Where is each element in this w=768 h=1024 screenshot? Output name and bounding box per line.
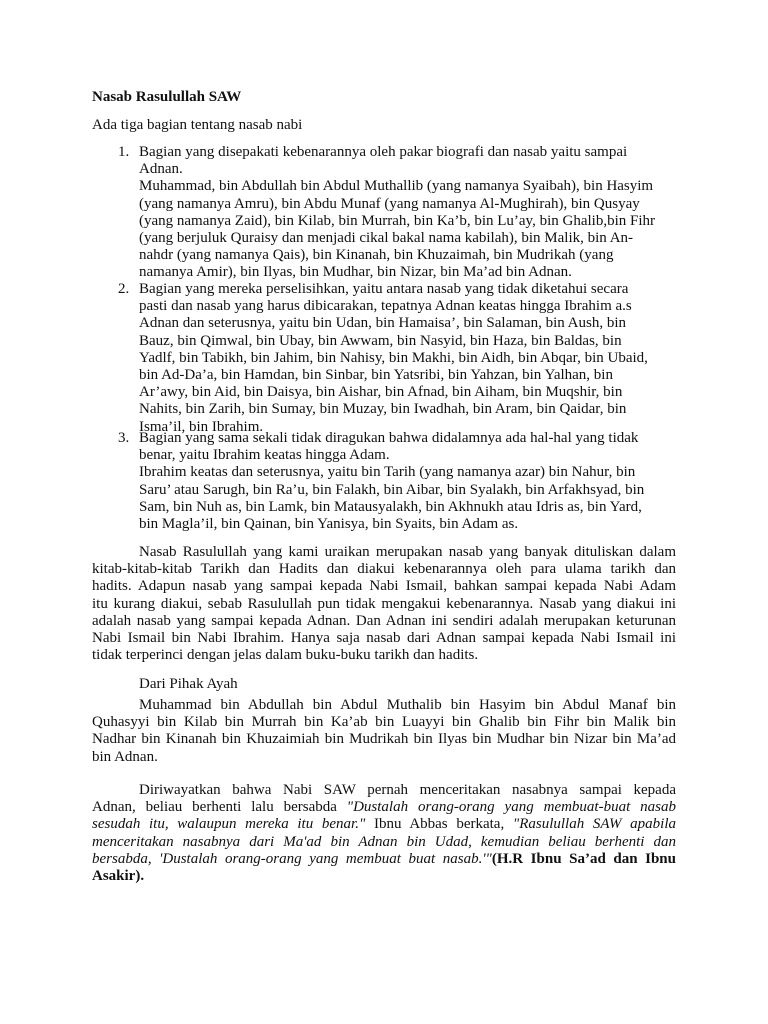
text-line: Bagian yang sama sekali tidak diragukan bahwa didalamnya ada hal-hal yang tidak — [139, 430, 639, 446]
list-item-2 — [118, 281, 679, 436]
quote-text: "Rasulullah SAW apabila — [512, 816, 676, 833]
text-line: (yang namanya Amru), bin Abdu Munaf (yang namanya Al-Mughirah), bin Qusyay — [139, 195, 640, 212]
paragraph-3 — [92, 782, 676, 885]
text-line: Quhasyyi bin Kilab bin Murrah bin Ka’ab bin Luayyi bin Ghalib bin Fihr bin Malik bin — [92, 714, 676, 731]
intro-text: Ada tiga bagian tentang nasab nabi — [92, 117, 303, 133]
quote-text: bersabda, 'Dustalah orang-orang yang membuat buat nasab.'" — [92, 850, 492, 867]
text-line — [92, 834, 676, 851]
list-number: 3. — [118, 430, 130, 446]
text-line: Muhammad bin Abdullah bin Abdul Muthalib bin Hasyim bin Abdul Manaf bin — [139, 697, 676, 713]
text-line: bin Ad-Da’a, bin Hamdan, bin Sinbar, bin Yatsribi, bin Yahzan, bin Yalhan, bin — [139, 367, 613, 384]
list-item-1 — [118, 144, 679, 282]
text-line: Bagian yang mereka perselisihkan, yaitu antara nasab yang tidak diketahui secara — [139, 281, 629, 297]
text-line — [92, 851, 676, 868]
list-number: 2. — [118, 281, 130, 297]
paragraph-1 — [92, 544, 676, 664]
text-line: Isma’il, bin Ibrahim. — [139, 418, 264, 435]
text-line: Yadlf, bin Tabikh, bin Jahim, bin Nahisy, bin Makhi, bin Aidh, bin Abqar, bin Ubaid, — [139, 349, 648, 366]
text-segment: Diriwayatkan bahwa Nabi SAW pernah menceritakan nasabnya sampai kepada — [139, 782, 676, 798]
text-line: Bagian yang disepakati kebenarannya oleh pakar biografi dan nasab yaitu sampai — [139, 144, 628, 160]
text-line: adalah nasab yang sampai kepada Adnan. Dan Adnan ini sendiri adalah merupakan keturunan — [92, 612, 676, 629]
quote-text: menceritakan nasabnya dari Ma'ad bin Adnan bin Udad, kemudian beliau berhenti dan — [92, 833, 676, 850]
quote-text: sesudah itu, walaupun mereka itu benar." — [92, 816, 374, 833]
text-line: pasti dan nasab yang harus dibicarakan, tepatnya Adnan keatas hingga Ibrahim a.s — [139, 298, 632, 315]
text-line: Muhammad, bin Abdullah bin Abdul Muthallib (yang namanya Syaibah), bin Hasyim — [139, 178, 654, 195]
text-line: tidak terperinci dengan jelas dalam buku-buku tarikh dan hadits. — [92, 647, 479, 664]
text-line — [92, 816, 676, 833]
text-line — [92, 782, 676, 799]
text-line: Adnan dan seterusnya, yaitu bin Udan, bin Hamaisa’, bin Salaman, bin Aush, bin — [139, 315, 626, 332]
paragraph-2 — [92, 697, 676, 766]
text-line: Nabi Ismail bin Nabi Ibrahim. Hanya saja nasab dari Adnan sampai kepada Nabi Ismail ini — [92, 630, 676, 647]
text-line: namanya Amir), bin Ilyas, bin Mudhar, bin Nizar, bin Ma’ad bin Adnan. — [139, 264, 572, 281]
text-line: nahdr (yang namanya Qais), bin Kinanah, bin Khuzaimah, bin Mudrikah (yang — [139, 247, 614, 264]
text-line: (yang berjuluk Quraisy dan menjadi cikal bakal nama kabilah), bin Malik, bin An- — [139, 230, 634, 247]
document-title: Nasab Rasulullah SAW — [92, 89, 242, 105]
text-segment: Adnan, beliau berhenti lalu bersabda — [92, 799, 347, 816]
text-line: Sam, bin Nuh as, bin Lamk, bin Matausyalakh, bin Akhnukh atau Idris as, bin Yard, — [139, 498, 642, 515]
text-line: (yang namanya Zaid), bin Kilab, bin Murrah, bin Ka’b, bin Lu’ay, bin Ghalib,bin Fihr — [139, 212, 655, 229]
subheading: Dari Pihak Ayah — [139, 676, 238, 692]
text-line: Nasab Rasulullah yang kami uraikan merupakan nasab yang banyak dituliskan dalam — [139, 544, 676, 560]
text-line: Saru’ atau Sarugh, bin Ra’u, bin Falakh, bin Aibar, bin Syalakh, bin Arfakhsyad, bin — [139, 481, 645, 498]
quote-text: "Dustalah orang-orang yang membuat-buat nasab — [346, 799, 676, 816]
text-line: Bauz, bin Qimwal, bin Ubay, bin Awwam, bin Nasyid, bin Haza, bin Baldas, bin — [139, 332, 622, 349]
text-line — [92, 868, 676, 885]
text-line: Nadhar bin Kinanah bin Khuzaimiah bin Mudrikah bin Ilyas bin Mudhar bin Nizar bin Ma’ad — [92, 731, 676, 748]
text-line: Adnan. — [139, 161, 183, 178]
text-line: kitab-kitab-kitab Tarikh dan Hadits dan diakui kebenarannya oleh para ulama tarikh dan — [92, 561, 676, 578]
list-number: 1. — [118, 144, 130, 160]
text-line: Ar’awy, bin Aid, bin Daisya, bin Aishar, bin Afnad, bin Aiham, bin Muqshir, bin — [139, 384, 623, 401]
text-line: Ibrahim keatas dan seterusnya, yaitu bin Tarih (yang namanya azar) bin Nahur, bin — [139, 464, 636, 481]
text-line — [92, 799, 676, 816]
text-segment: Ibnu Abbas berkata, — [373, 816, 513, 833]
text-line: Nahits, bin Zarih, bin Sumay, bin Muzay, bin Iwadhah, bin Aram, bin Qaidar, bin — [139, 401, 627, 418]
text-line: hadits. Adapun nasab yang sampai kepada Nabi Ismail, bahkan sampai kepada Nabi Adam — [92, 578, 676, 595]
text-line: benar, yaitu Ibrahim keatas hingga Adam. — [139, 447, 390, 464]
citation-text: (H.R Ibnu Sa’ad dan Ibnu — [491, 850, 676, 867]
list-item-3 — [118, 430, 679, 533]
text-line: bin Adnan. — [92, 748, 158, 765]
citation-text: Asakir). — [92, 868, 145, 885]
text-line: itu kurang diakui, sebab Rasulullah pun tidak mengakui kebenarannya. Nasab yang diakui ini — [92, 595, 676, 612]
text-line: bin Magla’il, bin Qainan, bin Yanisya, bin Syaits, bin Adam as. — [139, 516, 519, 533]
